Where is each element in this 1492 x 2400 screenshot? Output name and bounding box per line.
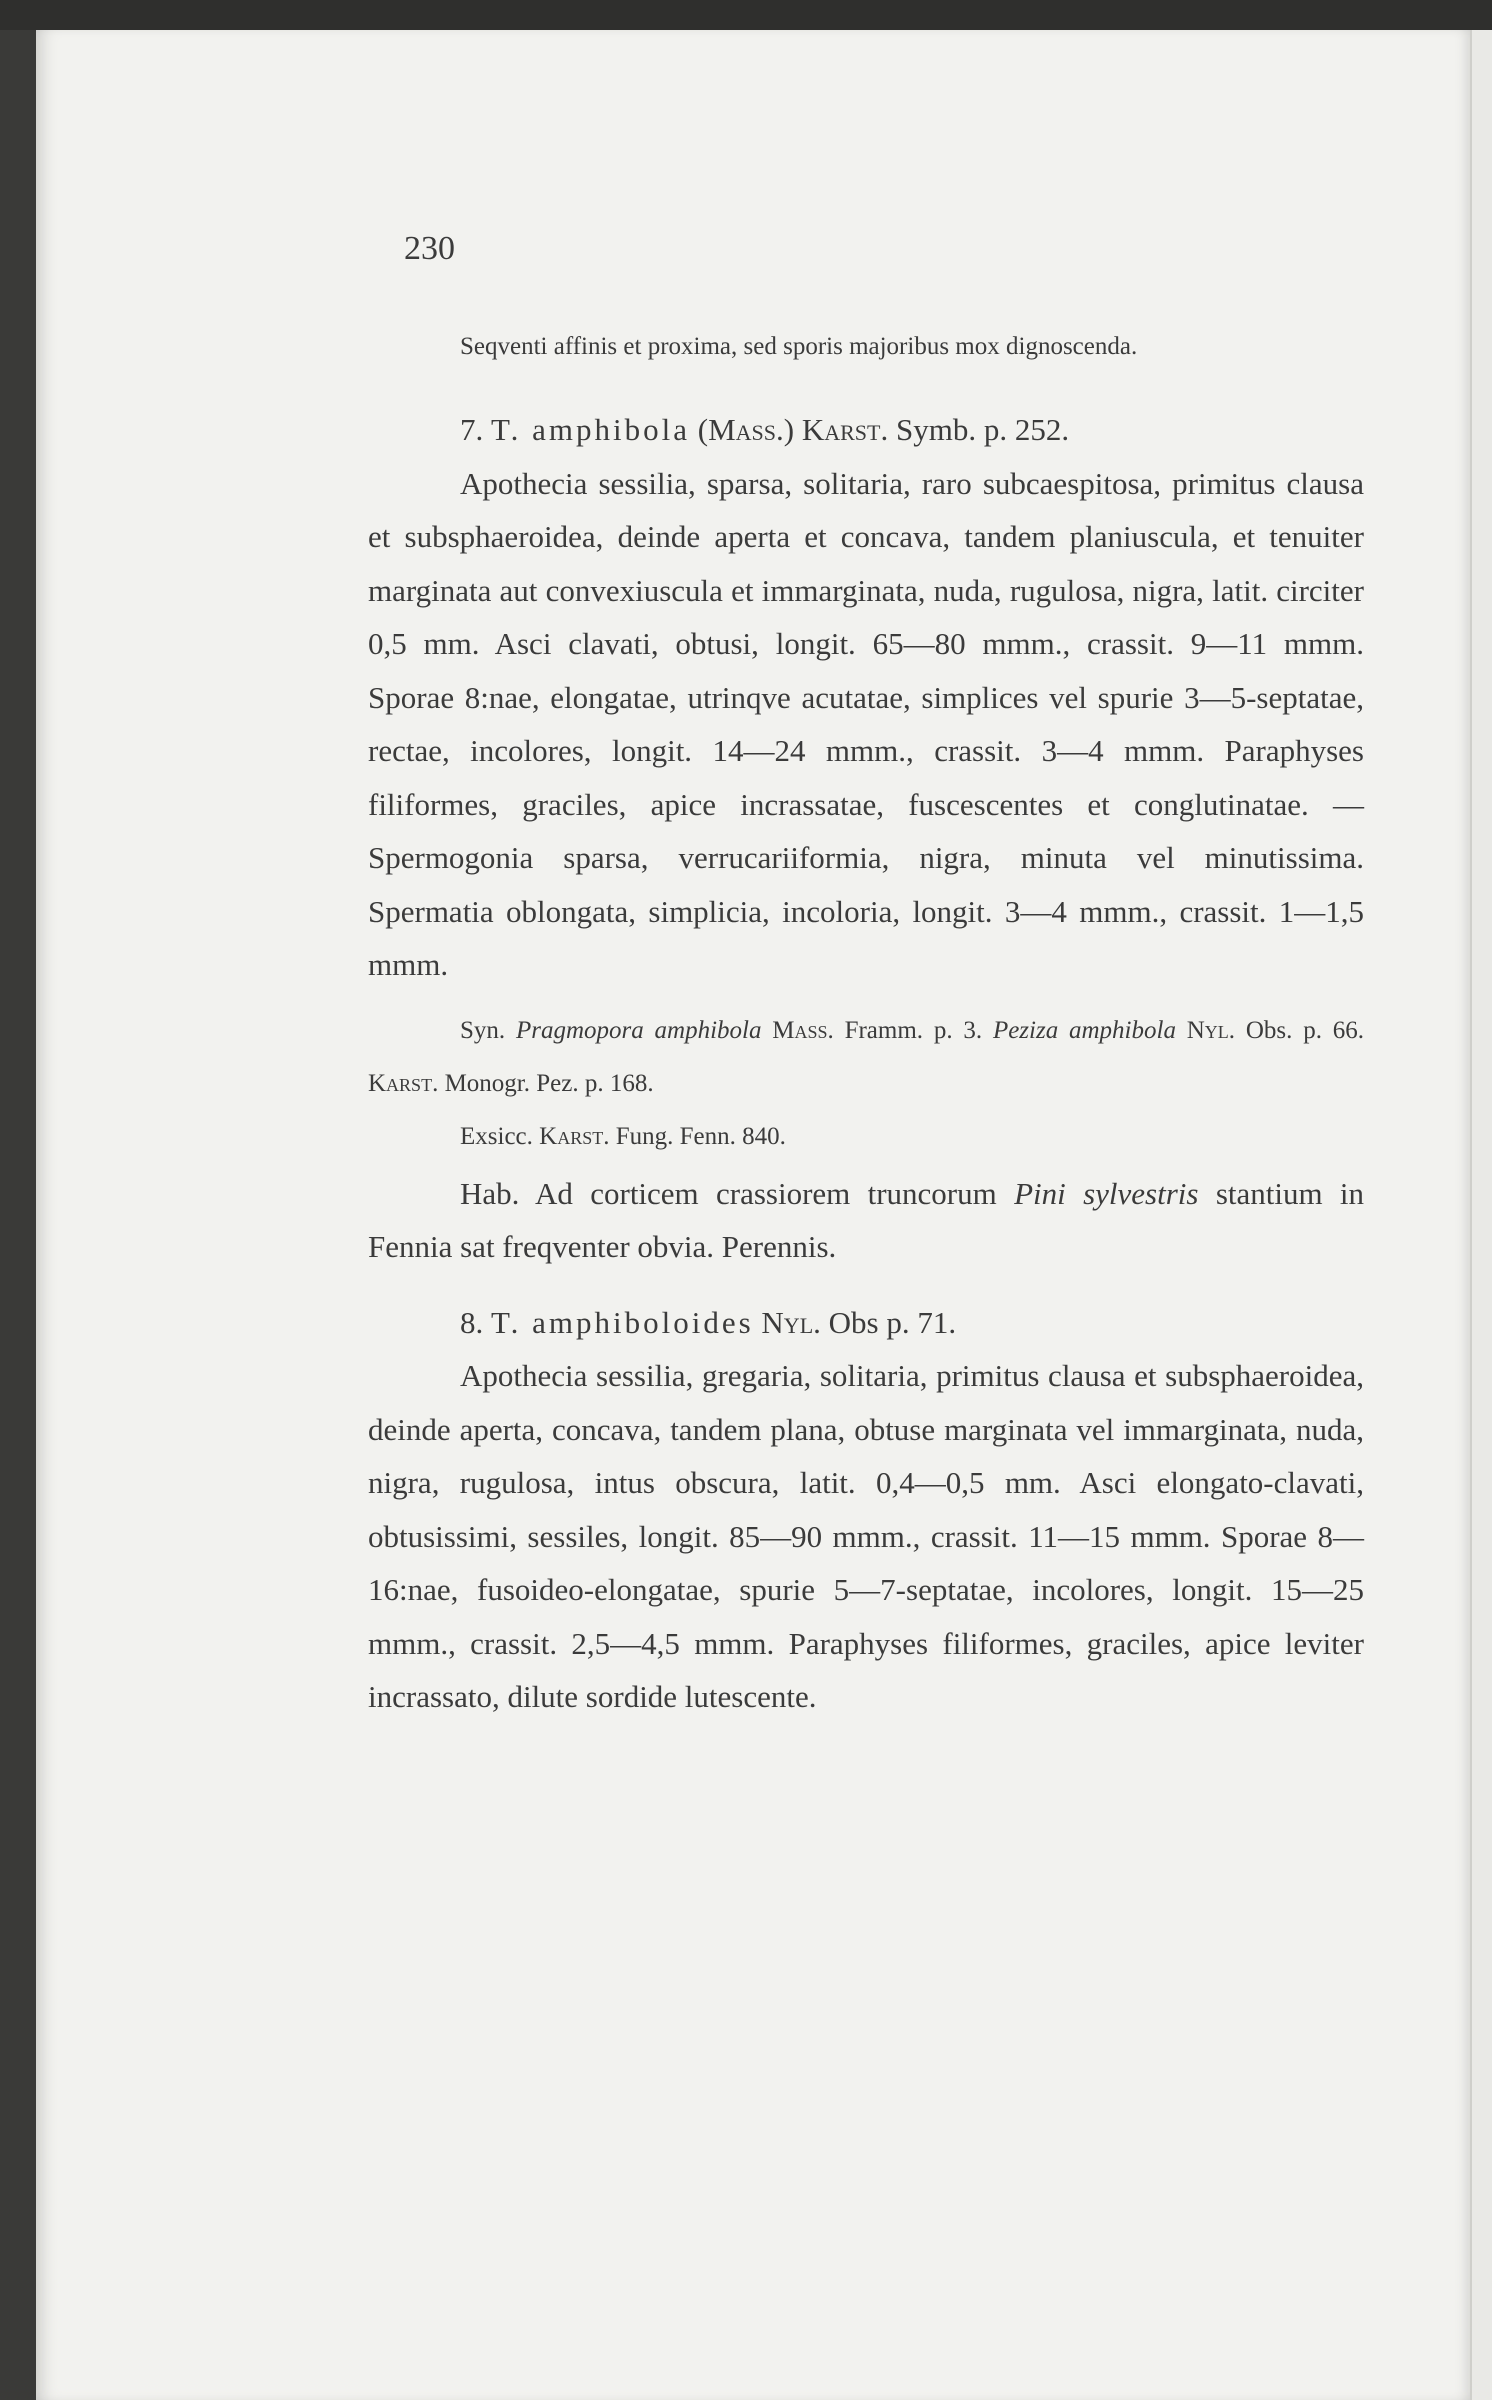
species-7-number: 7.	[460, 412, 484, 447]
page-number: 230	[404, 230, 455, 267]
host-name: Pini sylvestris	[1014, 1175, 1199, 1211]
species-7-exsiccata: Exsicc. Karst. Fung. Fenn. 840.	[460, 1122, 786, 1150]
species-7-authority-karst: Karst.	[801, 412, 889, 447]
species-7-heading: 7. T. amphibola (Mass.) Karst. Symb. p. 252.	[460, 412, 1070, 447]
species-8-authority: Nyl.	[761, 1304, 821, 1340]
species-7-name: T. amphibola	[491, 412, 690, 447]
species-7-description: Apothecia sessilia, sparsa, solitaria, raro subcaespitosa, primitus clausa et subsphaeroidea, deinde aperta et concava, tandem planiuscula, et tenuiter marginata aut convexiuscula et immarginata, nuda, rugulosa, nigra, latit. circiter 0,5 mm. Asci clavati, obtusi, longit. 65—80 mmm., crassit. 9—11 mmm. Sporae 8:nae, elongatae, utrinqve acutatae, simplices vel spurie 3—5-septatae, rectae, incolores, longit. 14—24 mmm., crassit. 3—4 mmm. Paraphyses filiformes, graciles, apice incrassatae, fuscescentes et conglutinatae. — Spermogonia sparsa, verrucariiformia, nigra, minuta vel minutissima. Spermatia oblongata, simplicia, incoloria, longit. 3—4 mmm., crassit. 1—1,5 mmm.	[368, 465, 1364, 982]
synonym-name: Pragmopora amphibola	[515, 1016, 762, 1044]
species-8-name: T. amphiboloides	[491, 1304, 754, 1340]
species-7-synonyms: Syn. Pragmopora amphibola Mass. Framm. p. 3. Peziza amphibola Nyl. Obs. p. 66. Karst. Monogr. Pez. p. 168.	[368, 1016, 1364, 1097]
scan-top-border	[0, 0, 1492, 30]
species-8-reference: Obs p. 71.	[828, 1304, 957, 1340]
page-edge	[1470, 30, 1492, 2400]
species-7-authority: Mass.	[708, 412, 784, 447]
species-8-heading	[368, 1296, 1364, 1350]
species-8-description: Apothecia sessilia, gregaria, solitaria, primitus clausa et subsphaeroidea, deinde aperta, concava, tandem plana, obtuse marginata vel immarginata, nuda, nigra, rugulosa, intus obscura, latit. 0,4—0,5 mm. Asci elongato-clavati, obtusissimi, sessiles, longit. 85—90 mmm., crassit. 11—15 mmm. Sporae 8—16:nae, fusoideo-elongatae, spurie 5—7-septatae, incolores, longit. 15—25 mmm., crassit. 2,5—4,5 mmm. Paraphyses filiformes, graciles, apice leviter incrassato, dilute sordide lutescente.	[368, 1358, 1364, 1714]
species-7-habitat: Hab. Ad corticem crassiorem truncorum Pini sylvestris stantium in Fennia sat freqventer obvia. Perennis.	[368, 1175, 1365, 1264]
species-7-reference: Symb. p. 252.	[895, 412, 1070, 447]
species-8-number: 8.	[460, 1304, 484, 1340]
synonym-name: Peziza amphibola	[992, 1016, 1176, 1044]
intro-paragraph: Seqventi affinis et proxima, sed sporis majoribus mox dignoscenda.	[460, 333, 1138, 360]
page-text	[368, 230, 1364, 1724]
